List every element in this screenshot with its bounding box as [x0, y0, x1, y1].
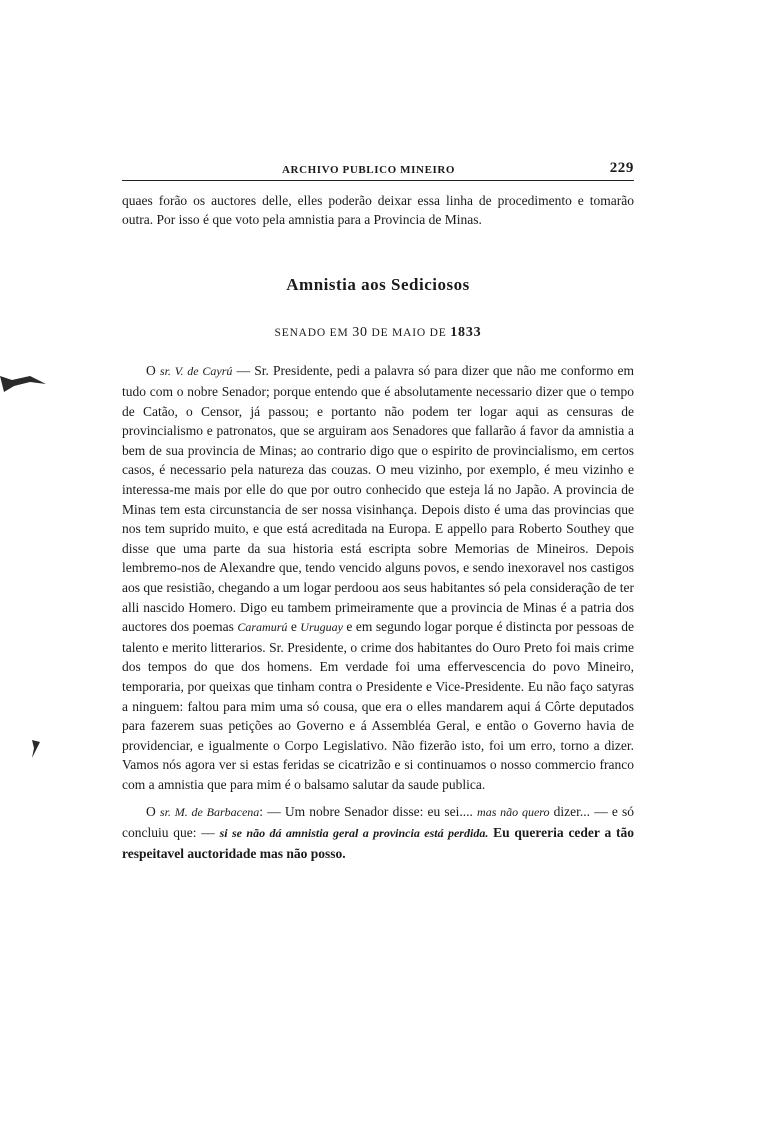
dateline-middle: DE MAIO DE — [367, 327, 451, 340]
running-title: ARCHIVO PUBLICO MINEIRO — [282, 164, 456, 176]
speech-text: — Sr. Presidente, pedi a palavra só para dizer que não me conformo em tudo com o nobre Senador; porque entendo que é absolutamente necessario dizer que o tempo de Catão, o Censor, já passou; e portanto não podem ter logar aqui as censuras de provincialismo e patronatos, que se arguiram aos Senadores que fallarão á favor da amnistia a bem de sua provincia de Minas; ao contrario digo que o espirito de provincialismo, em certos casos, é necessario pela natureza das couzas. O meu vizinho, por exemplo, é meu vizinho e interessa-me mais por elle do que por outro conhecido que esteja lá no Japão. A provincia de Minas tem esta circunstancia de ser nossa visinhança. Depois disto é uma das provincias que nos tem suprido muito, e que está acreditada na Europa. E appello para Roberto Southey que disse que uma parte da sua historia está escripta sobre Memorias de Mineiros. Depois lembremo-nos de Alexandre que, tendo vencido alguns povos, e sendo inexoravel nos castigos aos que resistião, chegando a um logar perdoou aos seus habitantes só pela consideração de ter alli nascido Homero. Digo eu tambem primeiramente que a provincia de Minas é a patria dos auctores dos poemas — [122, 363, 635, 635]
dateline-year: 1833 — [450, 325, 482, 341]
margin-mark-bottom — [28, 738, 42, 760]
speech-text: e em segundo logar porque é distincta por pessoas de talento e merito litterarios. Sr. Presidente, o crime dos habitantes do Ouro Preto foi mais crime dos tempos do que dos homens. Em verdade foi uma effervescencia do povo Mineiro, temporaria, por queixas que tinham contra o Presidente e Vice-Presidente. Eu não faço satyras a ninguem: faltou para mim uma só cousa, que era o elles mandarem aqui á Côrte deputados para fazerem suas petições ao Governo e á Assembléa Geral, e então o Governo havia de providenciar, e igualmente o Corpo Legislativo. Não fizerão isto, foi um erro, torno a dizer. Vamos nós agora ver si estas feridas se cicatrizão e si continuamos o nosso commercio franco com a amnistia que para mim é o balsamo salutar da saude publica. — [122, 619, 635, 792]
speech-text: dizer... — e só concluiu que: — — [122, 804, 635, 841]
speech-intro: O — [146, 804, 160, 820]
page-number: 229 — [609, 160, 634, 176]
speaker-name: sr. M. de Barbacena — [159, 805, 260, 820]
running-header — [122, 160, 634, 181]
quoted-text: si se não dá amnistia geral a provincia está perdida. — [219, 826, 489, 841]
poem-title: Caramurú — [237, 620, 288, 635]
margin-mark-top — [0, 370, 50, 394]
speech-text: Eu quereria ceder a tão respeitavel auctoridade mas não posso. — [122, 825, 634, 861]
dateline-prefix: SENADO EM — [274, 327, 353, 340]
dateline-day: 30 — [352, 325, 368, 341]
conjunction: e — [287, 619, 301, 635]
speaker-name: sr. V. de Cayrú — [159, 364, 233, 379]
section-title: Amnistia aos Sediciosos — [286, 275, 470, 295]
continuation-paragraph: quaes forão os auctores delle, elles poderão deixar essa linha de procedimento e tomarão outra. Por isso é que voto pela amnistia para a Provincia de Minas. — [122, 193, 634, 228]
quoted-text: mas não quero — [477, 805, 550, 820]
speech-text: : — Um nobre Senador disse: eu sei.... — [259, 804, 478, 820]
dateline — [122, 325, 634, 341]
speech-barbacena — [122, 802, 634, 863]
book-page — [122, 160, 634, 863]
speech-intro: O — [146, 363, 160, 379]
poem-title: Uruguay — [300, 620, 343, 635]
speech-cayru — [122, 361, 634, 794]
